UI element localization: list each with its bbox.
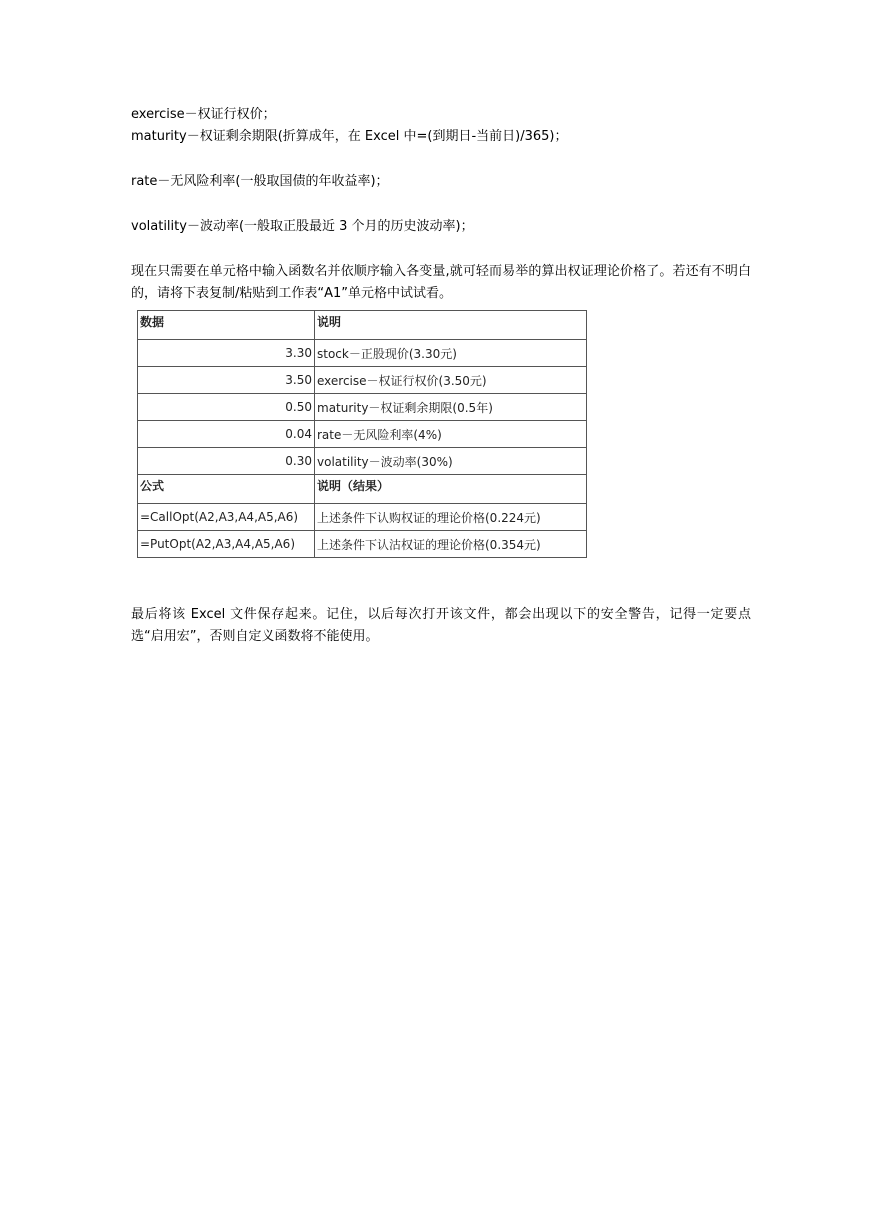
excel-table — [137, 310, 587, 558]
closing-paragraph: 最后将该 Excel 文件保存起来。记住，以后每次打开该文件，都会出现以下的安全警告，记得一定要点选“启用宏”，否则自定义函数将不能使用。 — [131, 607, 751, 644]
table-header-row — [138, 311, 587, 340]
closing-section — [131, 604, 751, 648]
cell-description: 上述条件下认沽权证的理论价格(0.354元) — [315, 531, 587, 558]
cell-value: 3.30 — [138, 340, 315, 367]
formula-header-row — [138, 475, 587, 504]
instruction-paragraph: 现在只需要在单元格中输入函数名并依顺序输入各变量,就可轻而易举的算出权证理论价格了。若还有不明白的，请将下表复制/粘贴到工作表“A1”单元格中试试看。 — [131, 264, 751, 301]
spacer — [131, 238, 751, 261]
table-row — [138, 394, 587, 421]
spacer — [131, 193, 751, 216]
volatility-definition: volatility－波动率(一般取正股最近 3 个月的历史波动率)； — [131, 219, 474, 234]
excel-table-image — [137, 310, 587, 558]
table-row — [138, 367, 587, 394]
cell-description: stock－正股现价(3.30元) — [315, 340, 587, 367]
document-body — [131, 104, 751, 305]
rate-definition: rate－无风险利率(一般取国债的年收益率)； — [131, 174, 389, 189]
cell-value: 0.04 — [138, 421, 315, 448]
cell-value: 3.50 — [138, 367, 315, 394]
table-row — [138, 340, 587, 367]
cell-value: 0.50 — [138, 394, 315, 421]
cell-description: exercise－权证行权价(3.50元) — [315, 367, 587, 394]
table-row — [138, 448, 587, 475]
cell-description: maturity－权证剩余期限(0.5年) — [315, 394, 587, 421]
spacer — [131, 148, 751, 171]
header-result-description: 说明（结果） — [315, 475, 587, 504]
cell-description: rate－无风险利率(4%) — [315, 421, 587, 448]
table-row — [138, 421, 587, 448]
exercise-definition: exercise－权证行权价； — [131, 107, 276, 122]
formula-row — [138, 504, 587, 531]
cell-value: 0.30 — [138, 448, 315, 475]
cell-formula: =PutOpt(A2,A3,A4,A5,A6) — [138, 531, 315, 558]
cell-description: 上述条件下认购权证的理论价格(0.224元) — [315, 504, 587, 531]
header-description: 说明 — [315, 311, 587, 340]
cell-formula: =CallOpt(A2,A3,A4,A5,A6) — [138, 504, 315, 531]
header-formula: 公式 — [138, 475, 315, 504]
cell-description: volatility－波动率(30%) — [315, 448, 587, 475]
header-data: 数据 — [138, 311, 315, 340]
maturity-definition: maturity－权证剩余期限(折算成年，在 Excel 中=(到期日-当前日)/365)； — [131, 129, 568, 144]
formula-row — [138, 531, 587, 558]
